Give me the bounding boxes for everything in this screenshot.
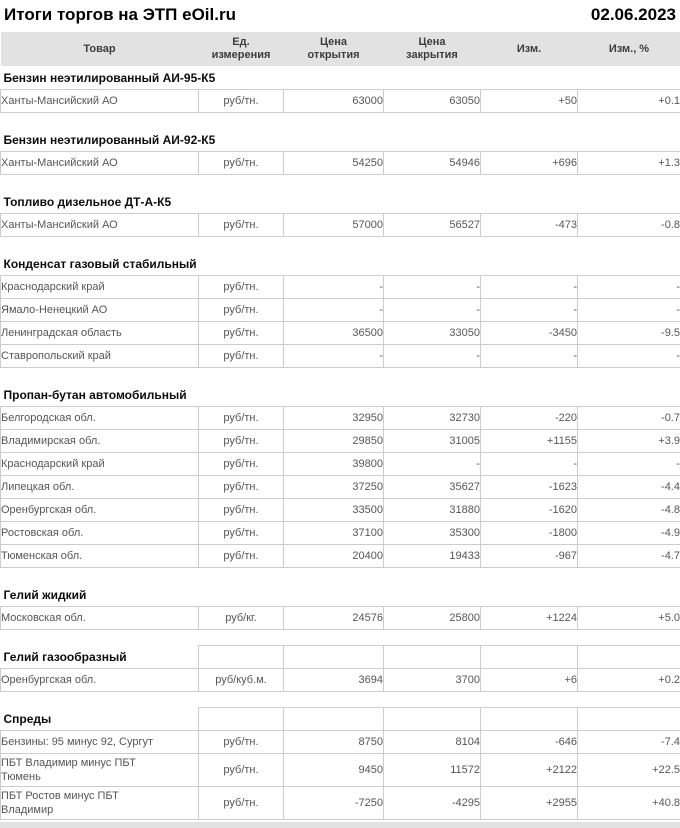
product-label: ПБТ Ростов минус ПБТ Владимир (1, 789, 119, 816)
close-price-cell: 25800 (384, 606, 481, 629)
product-label: Белгородская обл. (1, 411, 96, 424)
unit-cell: руб/тн. (199, 275, 284, 298)
column-header-4 (481, 32, 578, 66)
change-cell: +1224 (481, 606, 578, 629)
unit-cell: руб/тн. (199, 544, 284, 567)
table-row (1, 151, 680, 174)
table-row (1, 275, 680, 298)
change-pct-cell: +0.2 (578, 668, 680, 691)
section-title: Спреды (3, 712, 52, 727)
product-label: Ямало-Ненецкий АО (1, 303, 108, 316)
change-pct-cell: +40.8 (578, 786, 680, 819)
empty-cell (481, 645, 578, 668)
column-header-label: Цена открытия (307, 36, 360, 61)
open-price-cell: 9450 (284, 753, 384, 786)
spacer-cell (1, 367, 680, 383)
open-price-cell: - (284, 344, 384, 367)
close-price-cell: 31880 (384, 498, 481, 521)
table-row (1, 344, 680, 367)
change-cell: +2955 (481, 786, 578, 819)
table-row (1, 753, 680, 786)
open-price-cell: 8750 (284, 730, 384, 753)
change-pct-cell: -4.8 (578, 498, 680, 521)
table-row (1, 89, 680, 112)
change-cell: -220 (481, 406, 578, 429)
change-pct-cell: +5.0 (578, 606, 680, 629)
empty-cell (284, 707, 384, 730)
empty-cell (384, 707, 481, 730)
unit-cell: руб/тн. (199, 521, 284, 544)
close-price-cell: 31005 (384, 429, 481, 452)
table-row (1, 321, 680, 344)
table-header (1, 32, 680, 66)
page-title: Итоги торгов на ЭТП eOil.ru (4, 5, 236, 24)
unit-cell: руб/куб.м. (199, 668, 284, 691)
change-pct-cell: - (578, 298, 680, 321)
unit-cell: руб/тн. (199, 406, 284, 429)
section-title-row (1, 645, 680, 668)
unit-cell: руб/тн. (199, 730, 284, 753)
close-price-cell: 56527 (384, 213, 481, 236)
spacer-cell (1, 174, 680, 190)
table-row (1, 298, 680, 321)
change-cell: -3450 (481, 321, 578, 344)
product-cell (1, 298, 199, 321)
close-price-cell: - (384, 452, 481, 475)
section-title: Бензин неэтилированный АИ-95-К5 (3, 71, 216, 86)
spacer-cell (1, 691, 680, 707)
section-spacer (1, 691, 680, 707)
table-row (1, 429, 680, 452)
change-pct-cell: +22.5 (578, 753, 680, 786)
product-cell (1, 406, 199, 429)
product-label: Краснодарский край (1, 280, 105, 293)
close-price-cell: 32730 (384, 406, 481, 429)
spacer-cell (1, 629, 680, 645)
product-label: Ханты-Мансийский АО (1, 94, 118, 107)
change-pct-cell: -4.4 (578, 475, 680, 498)
section-title: Бензин неэтилированный АИ-92-К5 (3, 133, 216, 148)
empty-cell (578, 707, 680, 730)
open-price-cell: -7250 (284, 786, 384, 819)
close-price-cell: 35627 (384, 475, 481, 498)
close-price-cell: 54946 (384, 151, 481, 174)
product-cell (1, 89, 199, 112)
unit-cell: руб/тн. (199, 89, 284, 112)
product-label: Владимирская обл. (1, 434, 101, 447)
column-header-5 (578, 32, 680, 66)
section-spacer (1, 629, 680, 645)
product-cell (1, 321, 199, 344)
section-title-row (1, 190, 680, 213)
product-cell (1, 275, 199, 298)
open-price-cell: 63000 (284, 89, 384, 112)
unit-cell: руб/тн. (199, 151, 284, 174)
open-price-cell: 32950 (284, 406, 384, 429)
section-title: Пропан-бутан автомобильный (3, 388, 187, 403)
product-label: Оренбургская обл. (1, 503, 97, 516)
change-cell: +6 (481, 668, 578, 691)
section-spacer (1, 367, 680, 383)
product-label: Ленинградская область (1, 326, 122, 339)
bottom-strip (0, 822, 680, 828)
product-cell (1, 498, 199, 521)
unit-cell: руб/кг. (199, 606, 284, 629)
column-header-row (1, 32, 680, 66)
product-cell (1, 606, 199, 629)
change-cell: +696 (481, 151, 578, 174)
column-header-1 (199, 32, 284, 66)
unit-cell: руб/тн. (199, 321, 284, 344)
column-header-label: Ед. измерения (211, 36, 271, 61)
unit-cell: руб/тн. (199, 753, 284, 786)
change-pct-cell: +3.9 (578, 429, 680, 452)
section-title: Конденсат газовый стабильный (3, 257, 197, 272)
change-cell: - (481, 275, 578, 298)
section-title-row (1, 707, 680, 730)
change-pct-cell: -7.4 (578, 730, 680, 753)
change-cell: - (481, 452, 578, 475)
section-spacer (1, 174, 680, 190)
product-cell (1, 475, 199, 498)
change-cell: -967 (481, 544, 578, 567)
close-price-cell: - (384, 344, 481, 367)
trading-results-table (0, 32, 680, 820)
table-body (1, 66, 680, 819)
section-spacer (1, 112, 680, 128)
column-header-label: Изм., % (608, 42, 650, 55)
change-pct-cell: +0.1 (578, 89, 680, 112)
column-header-label: Цена закрытия (406, 36, 458, 61)
product-cell (1, 151, 199, 174)
change-cell: +2122 (481, 753, 578, 786)
column-header-3 (384, 32, 481, 66)
close-price-cell: 35300 (384, 521, 481, 544)
change-cell: +1155 (481, 429, 578, 452)
section-spacer (1, 236, 680, 252)
product-label: Оренбургская обл. (1, 673, 97, 686)
open-price-cell: 20400 (284, 544, 384, 567)
unit-cell: руб/тн. (199, 475, 284, 498)
product-label: Ставропольский край (1, 349, 111, 362)
unit-cell: руб/тн. (199, 786, 284, 819)
open-price-cell: - (284, 275, 384, 298)
table-row (1, 544, 680, 567)
empty-cell (284, 645, 384, 668)
close-price-cell: 33050 (384, 321, 481, 344)
close-price-cell: 3700 (384, 668, 481, 691)
unit-cell: руб/тн. (199, 298, 284, 321)
product-cell (1, 786, 199, 819)
change-cell: -1620 (481, 498, 578, 521)
product-cell (1, 452, 199, 475)
change-cell: -473 (481, 213, 578, 236)
table-row (1, 498, 680, 521)
change-cell: +50 (481, 89, 578, 112)
open-price-cell: 36500 (284, 321, 384, 344)
product-label: Краснодарский край (1, 457, 105, 470)
empty-cell (199, 707, 284, 730)
table-row (1, 668, 680, 691)
titlebar (0, 0, 680, 32)
column-header-label: Товар (83, 42, 116, 55)
open-price-cell: 3694 (284, 668, 384, 691)
close-price-cell: 19433 (384, 544, 481, 567)
product-cell (1, 521, 199, 544)
spacer-cell (1, 567, 680, 583)
spacer-cell (1, 112, 680, 128)
unit-cell: руб/тн. (199, 429, 284, 452)
table-row (1, 786, 680, 819)
report-date: 02.06.2023 (590, 5, 676, 24)
change-pct-cell: - (578, 275, 680, 298)
column-header-label: Изм. (516, 42, 542, 55)
open-price-cell: 24576 (284, 606, 384, 629)
section-title-row (1, 383, 680, 406)
open-price-cell: - (284, 298, 384, 321)
change-cell: -1623 (481, 475, 578, 498)
product-cell (1, 429, 199, 452)
close-price-cell: - (384, 275, 481, 298)
change-pct-cell: -9.5 (578, 321, 680, 344)
product-label: Липецкая обл. (1, 480, 75, 493)
change-pct-cell: -0.7 (578, 406, 680, 429)
close-price-cell: 8104 (384, 730, 481, 753)
empty-cell (384, 645, 481, 668)
change-pct-cell: - (578, 452, 680, 475)
open-price-cell: 29850 (284, 429, 384, 452)
open-price-cell: 39800 (284, 452, 384, 475)
section-title: Гелий жидкий (3, 588, 87, 603)
product-label: Ханты-Мансийский АО (1, 218, 118, 231)
close-price-cell: 63050 (384, 89, 481, 112)
change-pct-cell: - (578, 344, 680, 367)
change-cell: -1800 (481, 521, 578, 544)
section-spacer (1, 567, 680, 583)
open-price-cell: 37100 (284, 521, 384, 544)
spacer-cell (1, 236, 680, 252)
unit-cell: руб/тн. (199, 452, 284, 475)
table-row (1, 452, 680, 475)
column-header-0 (1, 32, 199, 66)
product-label: Московская обл. (1, 611, 86, 624)
empty-cell (481, 707, 578, 730)
table-row (1, 521, 680, 544)
table-row (1, 730, 680, 753)
product-label: Тюменская обл. (1, 549, 83, 562)
open-price-cell: 54250 (284, 151, 384, 174)
table-row (1, 606, 680, 629)
product-cell (1, 753, 199, 786)
change-pct-cell: -4.9 (578, 521, 680, 544)
product-cell (1, 544, 199, 567)
section-title-row (1, 583, 680, 606)
change-pct-cell: +1.3 (578, 151, 680, 174)
product-cell (1, 668, 199, 691)
product-label: Ростовская обл. (1, 526, 84, 539)
open-price-cell: 37250 (284, 475, 384, 498)
section-title: Топливо дизельное ДТ-А-К5 (3, 195, 172, 210)
section-title: Гелий газообразный (3, 650, 127, 665)
close-price-cell: -4295 (384, 786, 481, 819)
table-row (1, 406, 680, 429)
change-pct-cell: -4.7 (578, 544, 680, 567)
change-cell: - (481, 344, 578, 367)
section-title-row (1, 252, 680, 275)
product-label: Бензины: 95 минус 92, Сургут (1, 735, 154, 748)
unit-cell: руб/тн. (199, 344, 284, 367)
unit-cell: руб/тн. (199, 213, 284, 236)
product-cell (1, 730, 199, 753)
table-row (1, 213, 680, 236)
table-row (1, 475, 680, 498)
change-cell: - (481, 298, 578, 321)
section-title-row (1, 66, 680, 89)
close-price-cell: - (384, 298, 481, 321)
open-price-cell: 57000 (284, 213, 384, 236)
change-cell: -646 (481, 730, 578, 753)
empty-cell (578, 645, 680, 668)
empty-cell (199, 645, 284, 668)
product-cell (1, 213, 199, 236)
product-label: Ханты-Мансийский АО (1, 156, 118, 169)
close-price-cell: 11572 (384, 753, 481, 786)
column-header-2 (284, 32, 384, 66)
open-price-cell: 33500 (284, 498, 384, 521)
product-cell (1, 344, 199, 367)
product-label: ПБТ Владимир минус ПБТ Тюмень (1, 756, 136, 783)
unit-cell: руб/тн. (199, 498, 284, 521)
change-pct-cell: -0.8 (578, 213, 680, 236)
section-title-row (1, 128, 680, 151)
